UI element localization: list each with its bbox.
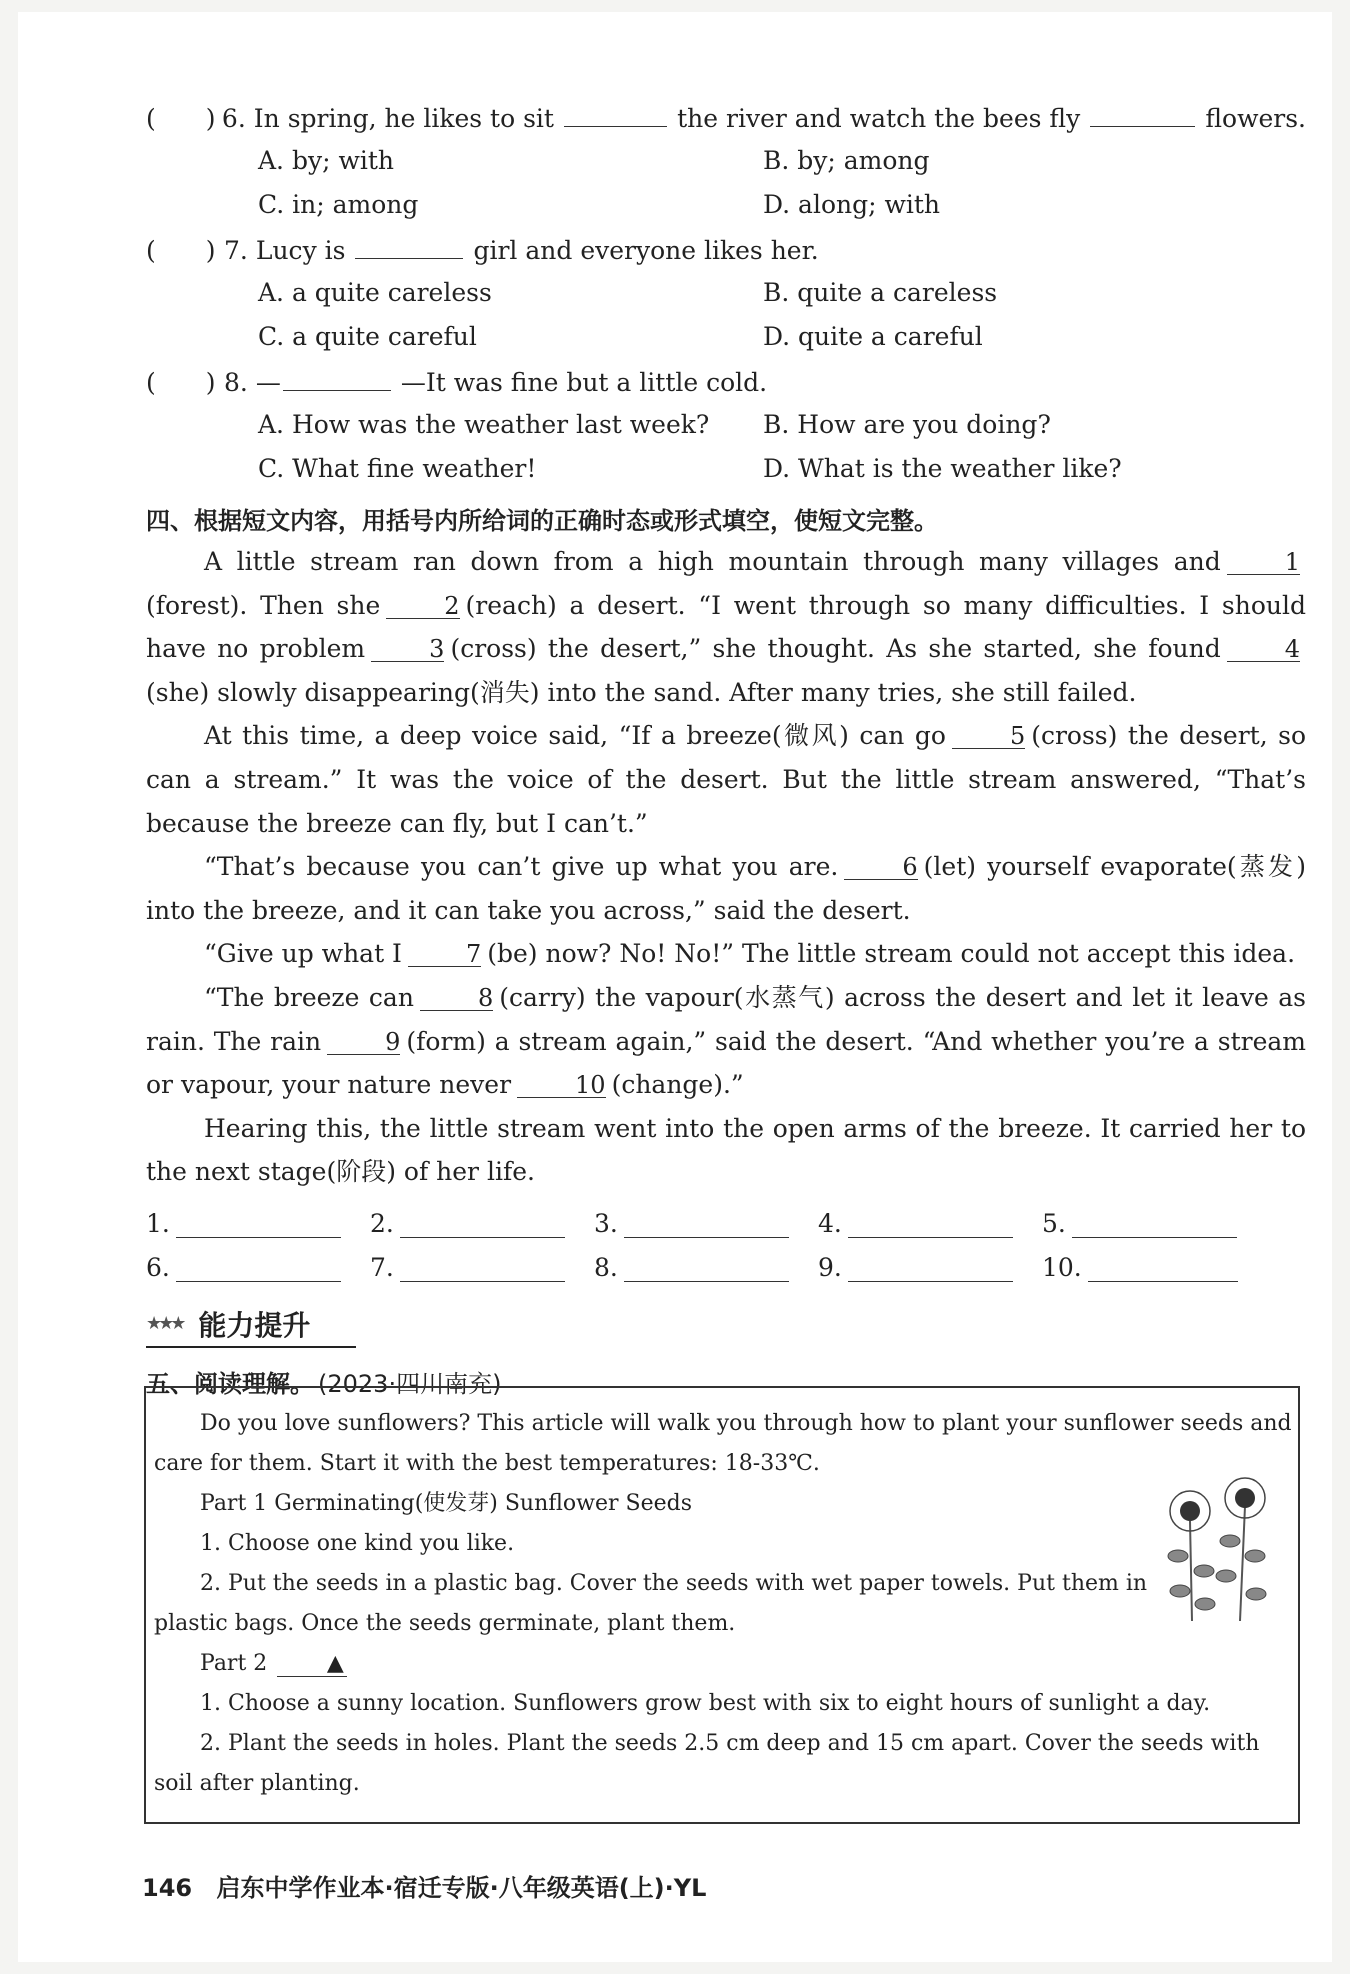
question-7 — [146, 234, 1306, 278]
section-5-label: 五、阅读理解。 — [146, 1370, 314, 1399]
answer-grid — [146, 1200, 1306, 1282]
gap-10[interactable]: 10 — [517, 1073, 606, 1098]
question-number: 6. — [221, 104, 246, 133]
part-2-label: Part 2 — [200, 1651, 268, 1676]
page-footer — [142, 1868, 706, 1903]
ability-title: 能力提升 — [198, 1308, 311, 1342]
options-row — [146, 410, 1306, 454]
passage-text: (reach) a desert. “I went through so many difficulties. I should have no problem — [146, 590, 1306, 664]
question-number: 8. — [224, 368, 248, 397]
worksheet-page — [18, 12, 1332, 1962]
cloze-passage — [146, 540, 1306, 1194]
passage-text: At this time, a deep voice said, “If a breeze(微风) can go — [204, 721, 946, 751]
gap-4[interactable]: 4 — [1227, 637, 1300, 662]
reading-line: 2. Put the seeds in a plastic bag. Cover the seeds with wet paper towels. Put them in plastic bags. Once the seeds germinate, plant them. — [154, 1571, 1148, 1636]
reading-line: 1. Choose a sunny location. Sunflowers grow best with six to eight hours of sunlight a day. — [200, 1691, 1211, 1716]
option-c: C. a quite careful — [258, 322, 477, 351]
answer-paren: ( ) — [146, 104, 216, 133]
reading-box — [144, 1386, 1300, 1824]
answer-slot[interactable]: 4. — [818, 1200, 1042, 1238]
sunflower-illustration — [1160, 1476, 1278, 1626]
options-row — [146, 454, 1306, 498]
option-d: D. quite a careful — [763, 322, 983, 351]
passage-text: (forest). Then she — [146, 590, 381, 620]
answer-blank[interactable] — [355, 234, 463, 259]
passage-paragraph — [146, 932, 1306, 976]
option-b: B. quite a careless — [763, 278, 998, 307]
passage-paragraph: Hearing this, the little stream went into the open arms of the breeze. It carried her to the next stage(阶段) of her life. — [146, 1113, 1306, 1187]
question-8 — [146, 366, 1306, 410]
footer-text: 启东中学作业本·宿迁专版·八年级英语(上)·YL — [216, 1874, 707, 1902]
answer-slot[interactable]: 5. — [1042, 1200, 1266, 1238]
gap-3[interactable]: 3 — [371, 637, 444, 662]
reading-line: Part 1 Germinating(使发芽) Sunflower Seeds — [200, 1491, 693, 1516]
gap-2[interactable]: 2 — [386, 594, 459, 619]
answer-slot[interactable]: 8. — [594, 1244, 818, 1282]
option-a: A. by; with — [258, 146, 394, 175]
gap-7[interactable]: 7 — [408, 942, 481, 967]
option-c: C. What fine weather! — [258, 454, 537, 483]
passage-text: A little stream ran down from a high mountain through many villages and — [204, 547, 1221, 576]
passage-text: (she) slowly disappearing(消失) into the sand. After many tries, she still failed. — [146, 677, 1137, 707]
question-text: the river and watch the bees fly — [677, 104, 1081, 133]
options-row — [146, 278, 1306, 322]
passage-text: (cross) the desert, so can a stream.” It was the voice of the desert. But the little stream answered, “That’s because the breeze can fly, but I can’t.” — [146, 721, 1306, 838]
gap-8[interactable]: 8 — [420, 986, 493, 1011]
question-text: girl and everyone likes her. — [473, 236, 819, 265]
option-d: D. What is the weather like? — [763, 454, 1122, 483]
answer-blank[interactable] — [283, 366, 391, 391]
ability-heading — [146, 1302, 356, 1348]
answer-slot[interactable]: 9. — [818, 1244, 1042, 1282]
gap-1[interactable]: 1 — [1227, 550, 1300, 575]
passage-text: (change).” — [611, 1070, 744, 1100]
question-text: —It was fine but a little cold. — [400, 368, 768, 397]
option-c: C. in; among — [258, 190, 419, 219]
stars-icon: ★★★ — [146, 1313, 183, 1335]
answer-slot[interactable]: 2. — [370, 1200, 594, 1238]
section-4-title: 四、根据短文内容，用括号内所给词的正确时态或形式填空，使短文完整。 — [146, 506, 938, 535]
answer-slot[interactable]: 1. — [146, 1200, 370, 1238]
section-5-source: (2023·四川南充) — [318, 1370, 502, 1399]
answer-blank[interactable] — [564, 102, 667, 127]
passage-text: (let) yourself evaporate(蒸发) into the breeze, and it can take you across,” said the desert. — [146, 852, 1306, 925]
reading-line: 2. Plant the seeds in holes. Plant the seeds 2.5 cm deep and 15 cm apart. Cover the seeds with soil after planting. — [154, 1731, 1260, 1796]
passage-text: (cross) the desert,” she thought. As she started, she found — [450, 634, 1221, 664]
answer-blank[interactable] — [1090, 102, 1195, 127]
gap-6[interactable]: 6 — [844, 855, 917, 880]
passage-text: “The breeze can — [204, 982, 414, 1012]
passage-paragraph — [146, 976, 1306, 1107]
content — [146, 102, 1306, 1402]
triangle-icon: ▲ — [326, 1651, 344, 1676]
page-number: 146 — [142, 1874, 193, 1902]
question-number: 7. — [224, 236, 248, 265]
passage-paragraph — [146, 714, 1306, 845]
answer-paren: ( ) — [146, 368, 216, 397]
option-a: A. a quite careless — [258, 278, 492, 307]
answer-paren: ( ) — [146, 236, 216, 265]
option-b: B. How are you doing? — [763, 410, 1051, 439]
passage-paragraph — [146, 540, 1306, 714]
passage-text: “Give up what I — [204, 939, 402, 969]
options-row — [146, 146, 1306, 190]
reading-line: Do you love sunflowers? This article will walk you through how to plant your sunflower seeds and care for them. Start it with the best temperatures: 18-33℃. — [154, 1411, 1292, 1476]
answer-slot[interactable]: 6. — [146, 1244, 370, 1282]
passage-text: (form) a stream again,” said the desert. “And whether you’re a stream or vapour, your nature never — [146, 1026, 1306, 1100]
passage-text: (be) now? No! No!” The little stream could not accept this idea. — [487, 939, 1296, 969]
question-6 — [146, 102, 1306, 146]
options-row — [146, 190, 1306, 234]
option-a: A. How was the weather last week? — [258, 410, 710, 439]
option-b: B. by; among — [763, 146, 930, 175]
gap-5[interactable]: 5 — [952, 724, 1025, 749]
passage-paragraph — [146, 845, 1306, 932]
question-text: Lucy is — [255, 236, 346, 265]
answer-slot[interactable]: 10. — [1042, 1244, 1266, 1282]
reading-line — [154, 1644, 1292, 1684]
passage-text: (carry) the vapour(水蒸气) across the desert and let it leave as rain. The rain — [146, 982, 1307, 1056]
question-text: — — [255, 368, 281, 397]
answer-slot[interactable]: 7. — [370, 1244, 594, 1282]
reading-line: 1. Choose one kind you like. — [200, 1531, 515, 1556]
options-row — [146, 322, 1306, 366]
question-text: flowers. — [1205, 104, 1306, 133]
question-text: In spring, he likes to sit — [253, 104, 554, 133]
part-2-blank[interactable] — [277, 1652, 347, 1677]
option-d: D. along; with — [763, 190, 941, 219]
answer-slot[interactable]: 3. — [594, 1200, 818, 1238]
passage-text: “That’s because you can’t give up what you are. — [204, 852, 839, 882]
gap-9[interactable]: 9 — [327, 1030, 400, 1055]
